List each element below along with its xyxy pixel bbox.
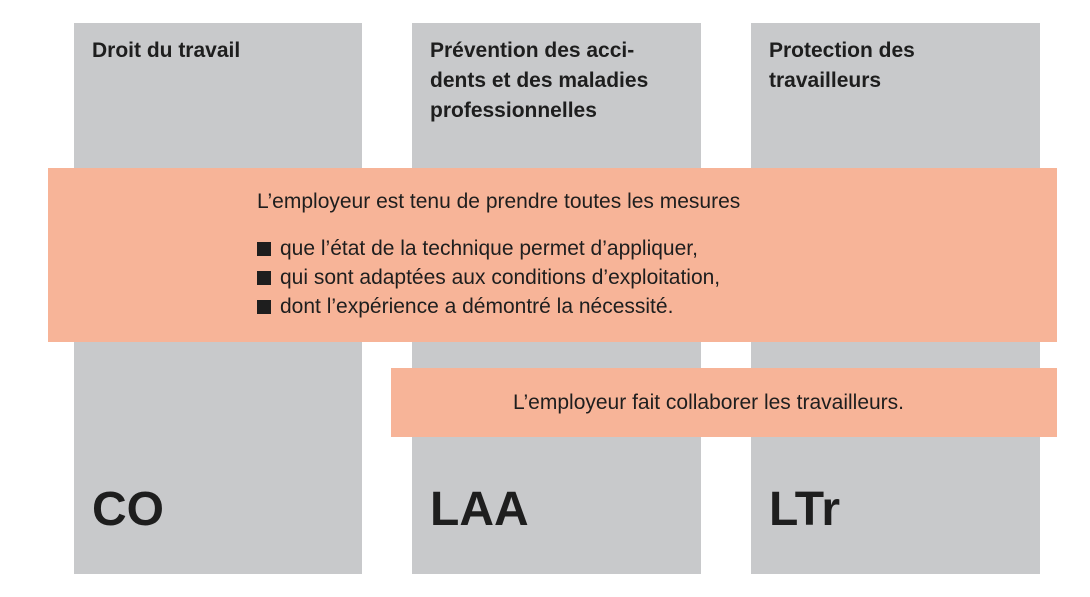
column-title-co: Droit du travail [92, 39, 241, 62]
list-item-text: qui sont adaptées aux conditions d’exploitation, [280, 266, 721, 289]
list-item [257, 292, 720, 321]
measures-list [257, 234, 720, 321]
column-abbr-ltr: LTr [769, 483, 841, 536]
measures-intro: L’employeur est tenu de prendre toutes les mesures [257, 190, 741, 213]
column-title-ltr: Protection des travailleurs [769, 39, 915, 92]
square-bullet-icon [257, 242, 271, 256]
column-abbr-co: CO [92, 483, 164, 536]
square-bullet-icon [257, 271, 271, 285]
employee-collaboration-band [391, 368, 1057, 437]
list-item-text: que l’état de la technique permet d’appliquer, [280, 237, 698, 260]
list-item [257, 263, 720, 292]
list-item-text: dont l’expérience a démontré la nécessité. [280, 295, 674, 318]
square-bullet-icon [257, 300, 271, 314]
list-item [257, 234, 720, 263]
collaboration-text: L’employeur fait collaborer les travailleurs. [513, 391, 905, 414]
employer-measures-band [48, 168, 1057, 342]
column-title-laa: Prévention des acci- dents et des maladies professionnelles [430, 39, 649, 122]
column-abbr-laa: LAA [430, 483, 529, 536]
